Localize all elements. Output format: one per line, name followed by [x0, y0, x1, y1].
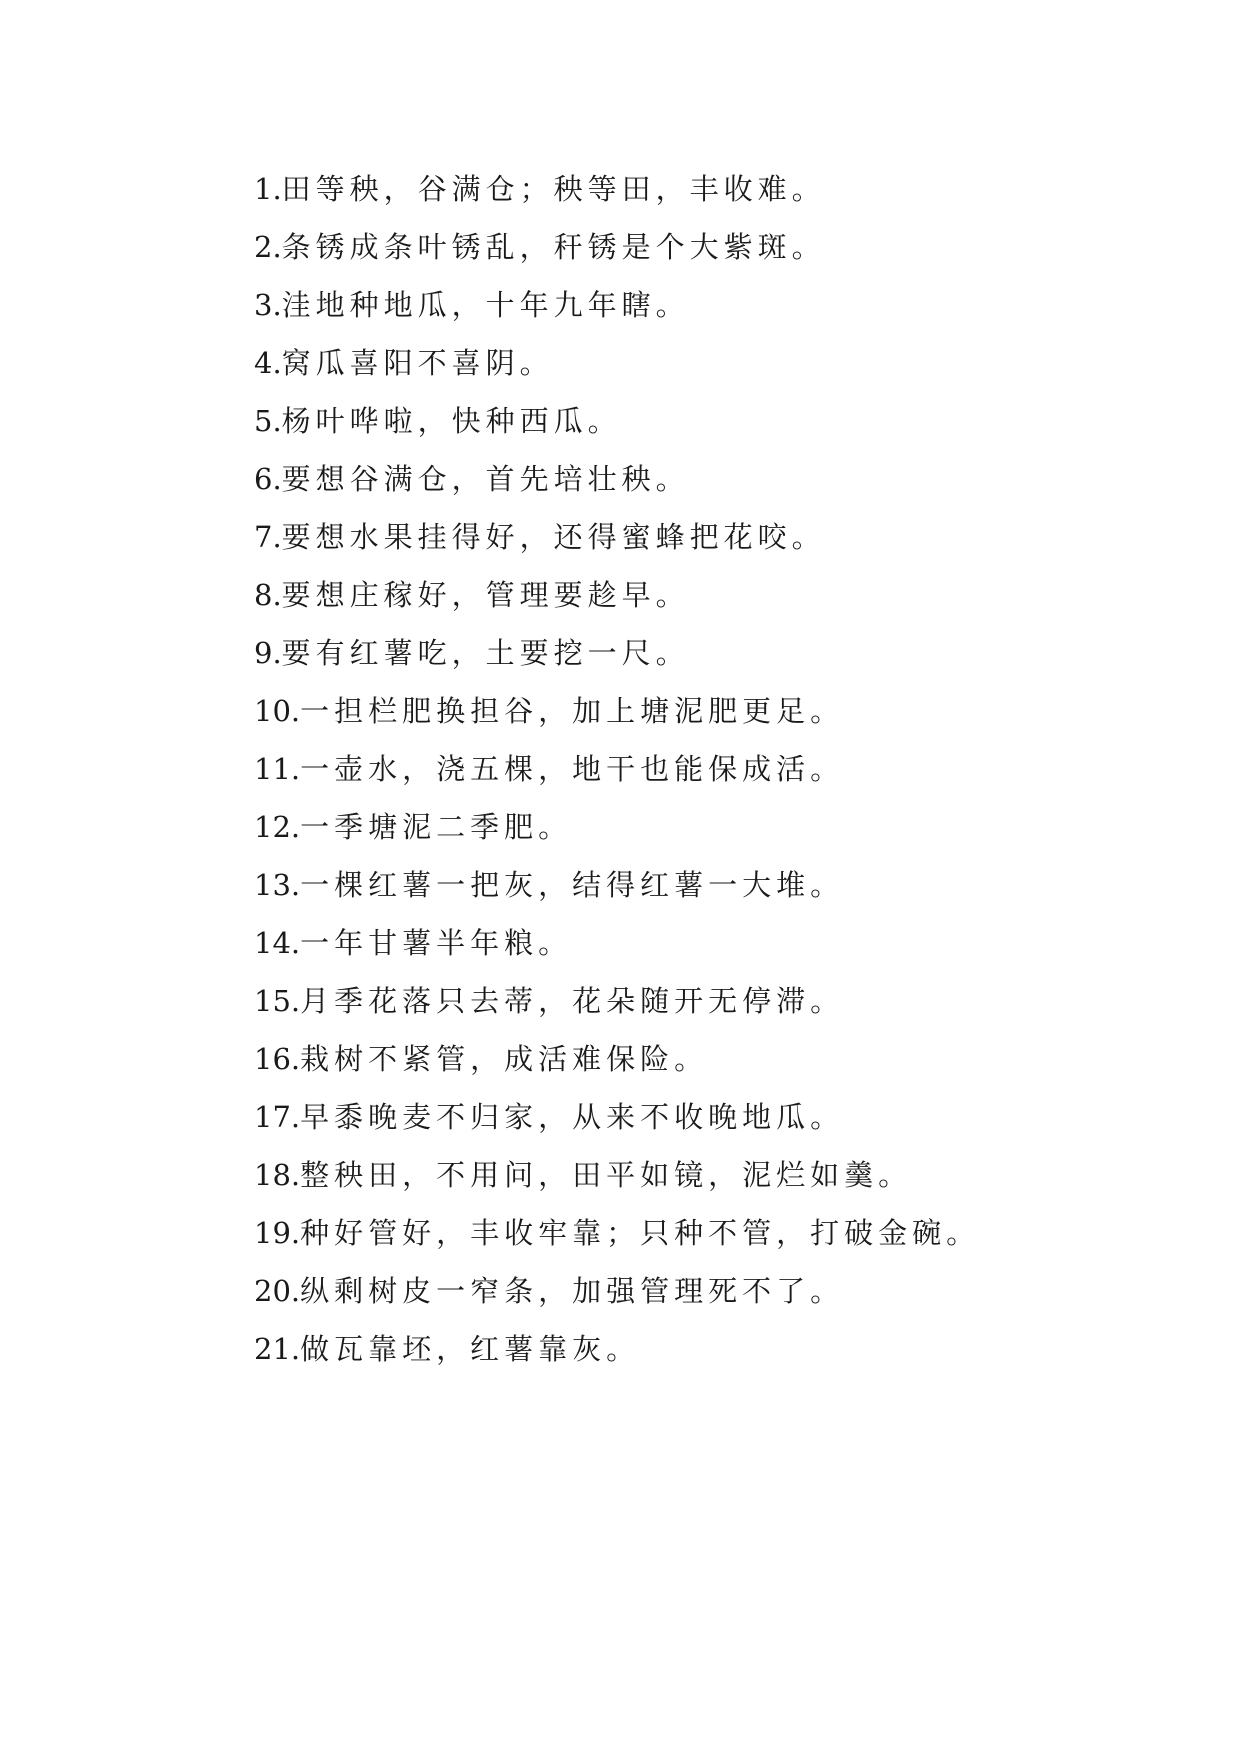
item-text: 一棵红薯一把灰，结得红薯一大堆。	[300, 868, 845, 902]
item-number: 15.	[254, 984, 301, 1018]
item-text: 条锈成条叶锈乱，秆锈是个大紫斑。	[281, 230, 826, 264]
item-number: 16.	[254, 1042, 301, 1076]
item-number: 4.	[254, 346, 282, 380]
item-text: 纵剩树皮一窄条，加强管理死不了。	[300, 1274, 845, 1308]
list-item	[254, 856, 980, 914]
item-text: 要有红薯吃，土要挖一尺。	[281, 636, 690, 670]
item-text: 窝瓜喜阳不喜阴。	[281, 346, 554, 380]
item-number: 7.	[254, 520, 282, 554]
list-item	[254, 914, 980, 972]
item-text: 栽树不紧管，成活难保险。	[300, 1042, 709, 1076]
item-number: 13.	[254, 868, 301, 902]
item-text: 整秧田，不用问，田平如镜，泥烂如羹。	[300, 1158, 913, 1192]
item-number: 9.	[254, 636, 282, 670]
item-number: 19.	[254, 1216, 301, 1250]
list-item	[254, 1204, 980, 1262]
list-item	[254, 1262, 980, 1320]
list-item	[254, 450, 980, 508]
item-number: 11.	[254, 752, 301, 786]
list-item	[254, 508, 980, 566]
item-number: 21.	[254, 1332, 301, 1366]
item-number: 10.	[254, 694, 301, 728]
item-text: 杨叶哗啦，快种西瓜。	[281, 404, 622, 438]
item-text: 一壶水，浇五棵，地干也能保成活。	[300, 752, 845, 786]
list-item	[254, 276, 980, 334]
item-text: 一年甘薯半年粮。	[300, 926, 573, 960]
item-number: 18.	[254, 1158, 301, 1192]
item-number: 8.	[254, 578, 282, 612]
list-item	[254, 740, 980, 798]
item-text: 种好管好，丰收牢靠；只种不管，打破金碗。	[300, 1216, 981, 1250]
item-text: 要想水果挂得好，还得蜜蜂把花咬。	[281, 520, 826, 554]
item-text: 洼地种地瓜，十年九年瞎。	[281, 288, 690, 322]
list-item	[254, 798, 980, 856]
item-text: 田等秧，谷满仓；秧等田，丰收难。	[281, 172, 826, 206]
list-item	[254, 160, 980, 218]
list-item	[254, 972, 980, 1030]
item-number: 3.	[254, 288, 282, 322]
item-text: 月季花落只去蒂，花朵随开无停滞。	[300, 984, 845, 1018]
item-number: 14.	[254, 926, 301, 960]
item-text: 要想庄稼好，管理要趁早。	[281, 578, 690, 612]
proverb-list	[254, 160, 980, 1378]
item-text: 做瓦靠坯，红薯靠灰。	[300, 1332, 641, 1366]
item-number: 12.	[254, 810, 301, 844]
item-number: 5.	[254, 404, 282, 438]
list-item	[254, 682, 980, 740]
item-number: 6.	[254, 462, 282, 496]
item-number: 2.	[254, 230, 282, 264]
list-item	[254, 1030, 980, 1088]
item-number: 20.	[254, 1274, 301, 1308]
item-number: 1.	[254, 172, 282, 206]
item-text: 一担栏肥换担谷，加上塘泥肥更足。	[300, 694, 845, 728]
list-item	[254, 392, 980, 450]
list-item	[254, 1088, 980, 1146]
item-text: 要想谷满仓，首先培壮秧。	[281, 462, 690, 496]
list-item	[254, 624, 980, 682]
item-number: 17.	[254, 1100, 301, 1134]
list-item	[254, 566, 980, 624]
list-item	[254, 1320, 980, 1378]
list-item	[254, 1146, 980, 1204]
list-item	[254, 218, 980, 276]
item-text: 一季塘泥二季肥。	[300, 810, 573, 844]
list-item	[254, 334, 980, 392]
item-text: 早黍晚麦不归家，从来不收晚地瓜。	[300, 1100, 845, 1134]
